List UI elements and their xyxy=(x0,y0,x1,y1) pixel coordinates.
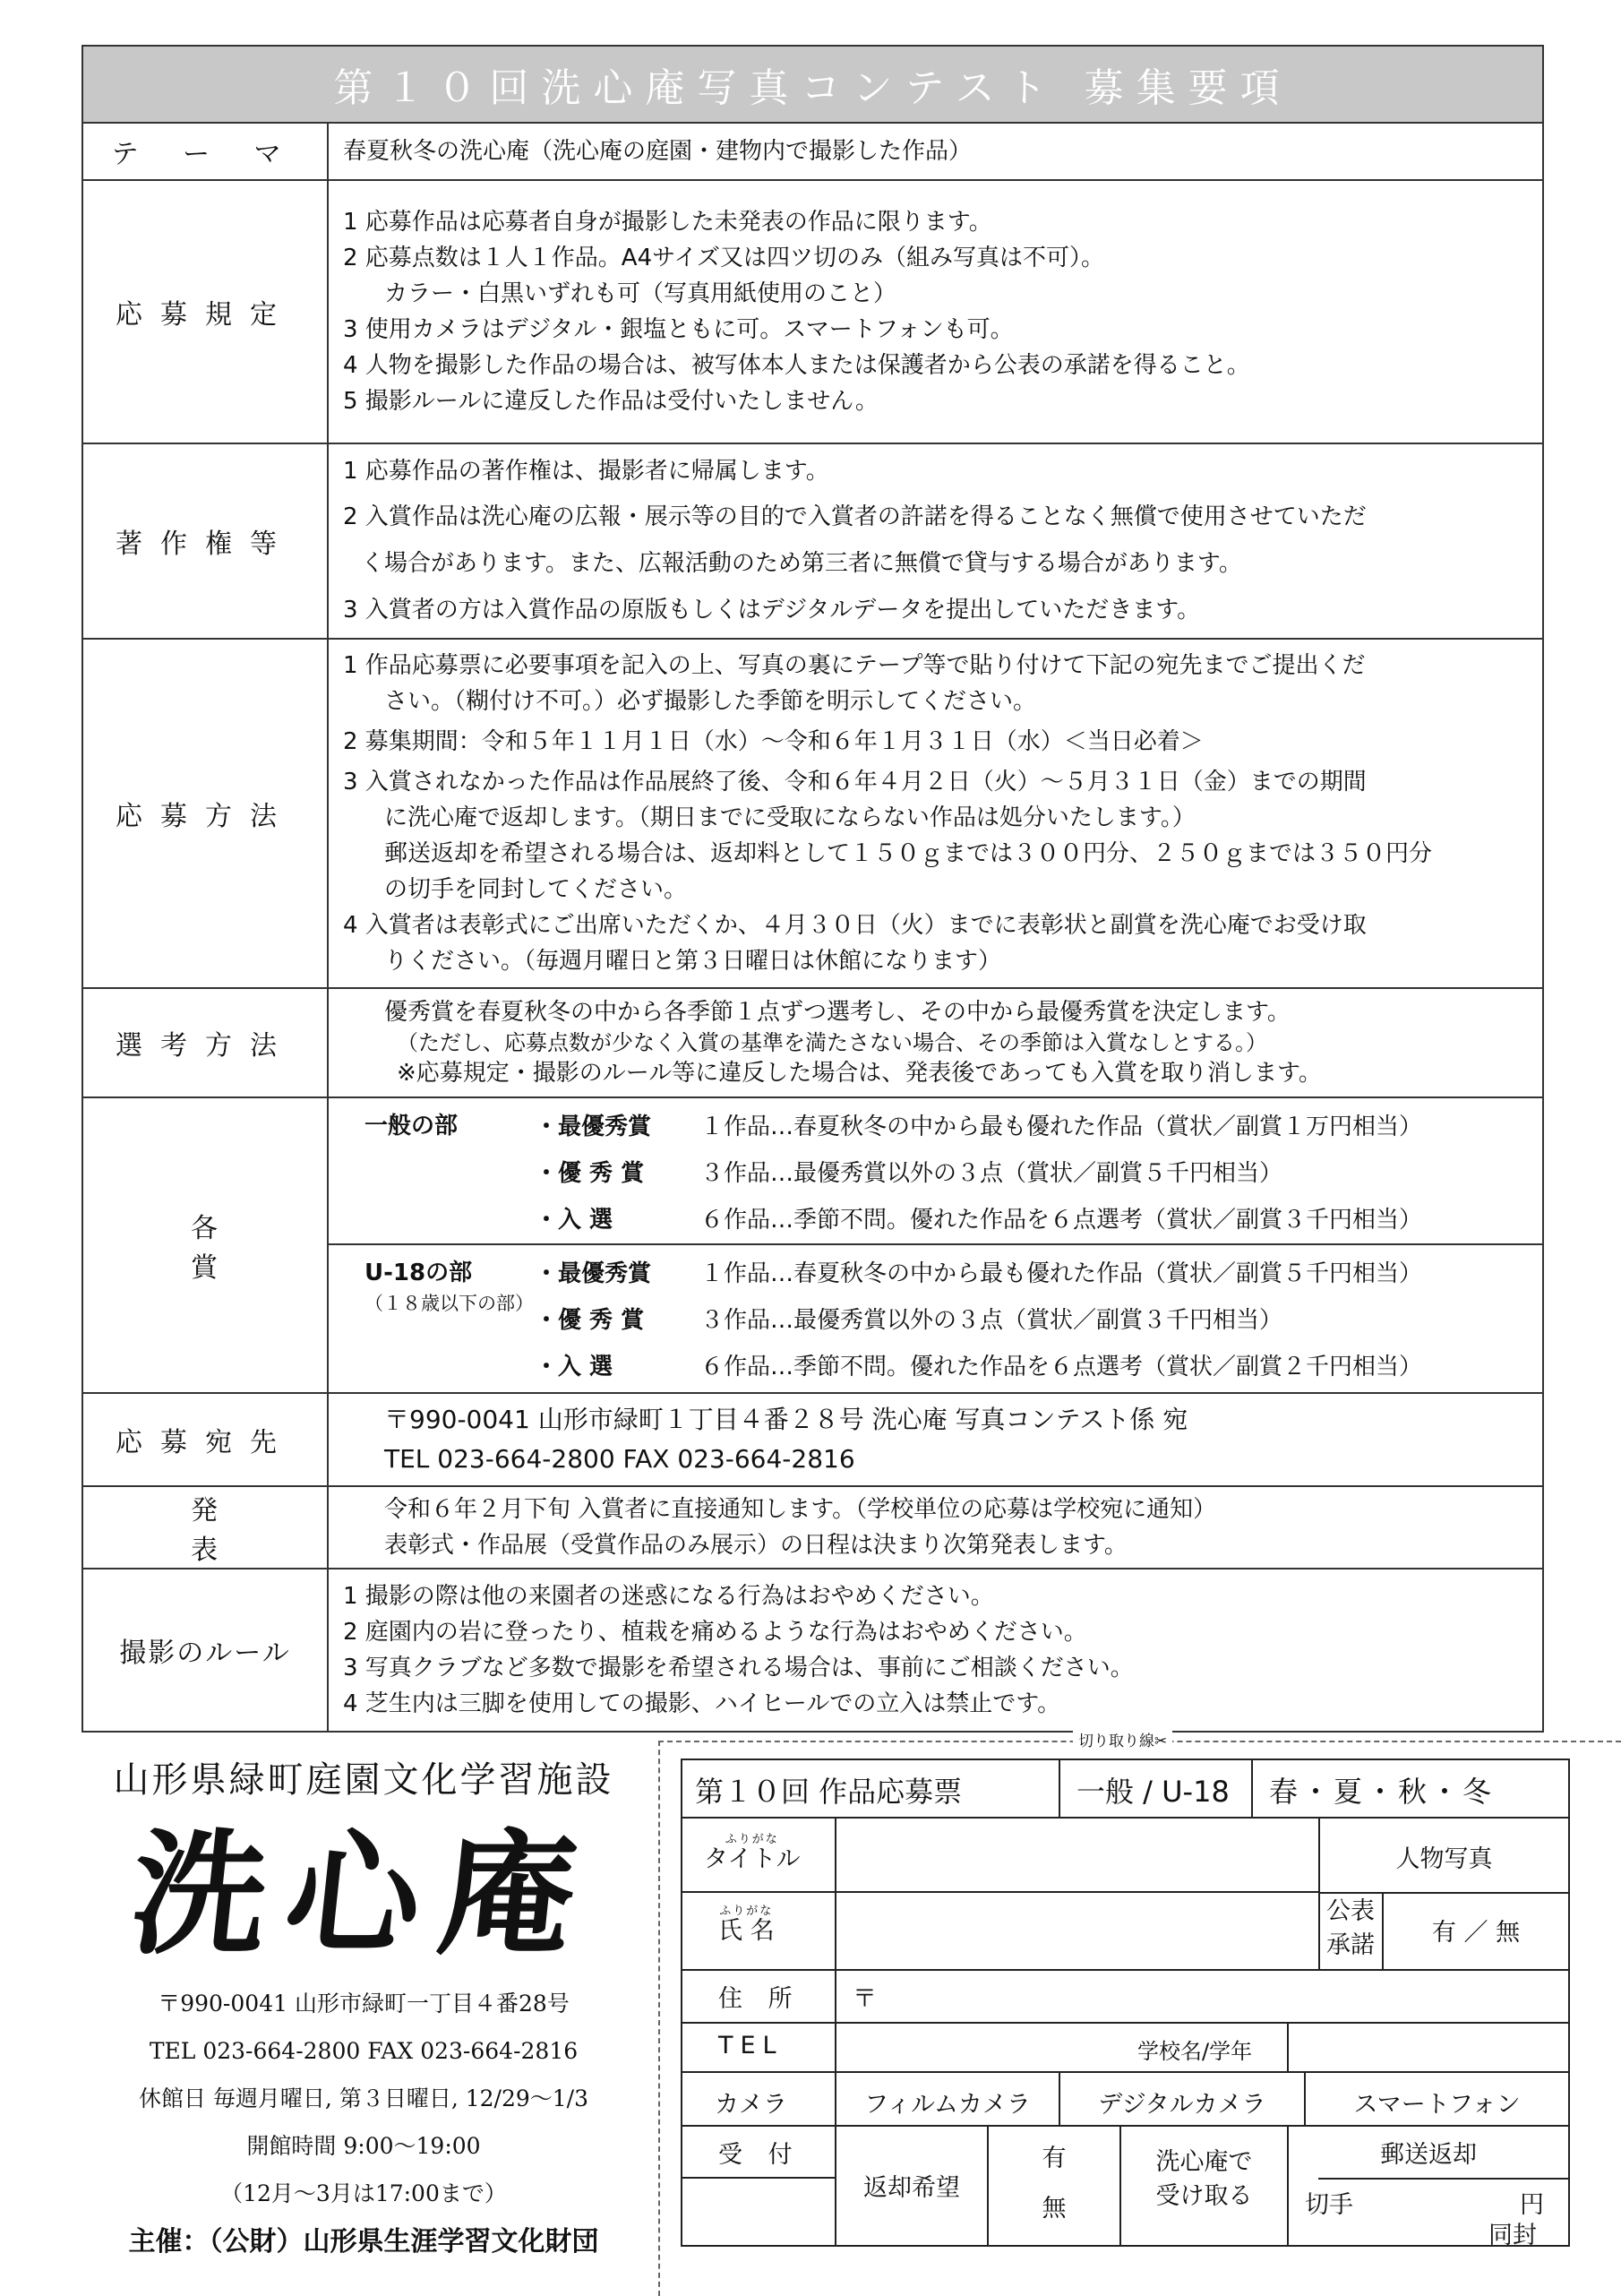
form-address-field[interactable] xyxy=(888,1972,1565,2020)
prize-item xyxy=(535,1197,1528,1243)
prize-name: ・最優秀賞 xyxy=(535,1114,652,1140)
form-camera-digital[interactable]: デジタルカメラ xyxy=(1098,2091,1266,2119)
form-name-label-group xyxy=(718,1905,775,1945)
form-tel-field[interactable] xyxy=(836,2025,1132,2069)
theme-row xyxy=(83,124,1542,181)
prize-item xyxy=(535,1150,1528,1197)
entry-form xyxy=(681,1759,1570,2247)
prize-group-u18 xyxy=(329,1243,1542,1396)
logo: 洗心庵 xyxy=(124,1816,604,1974)
copyright-line: く場合があります。また、広報活動のため第三者に無償で貸与する場合があります。 xyxy=(361,550,1242,577)
form-tel-label: TEL xyxy=(718,2032,784,2060)
form-camera-label: カメラ xyxy=(715,2091,787,2119)
form-seasons[interactable]: 春・夏・秋・冬 xyxy=(1269,1775,1496,1809)
prize-name: ・入 選 xyxy=(535,1207,613,1234)
form-title: 第１０回 作品応募票 xyxy=(695,1775,963,1809)
copyright-line: 2 入賞作品は洗心庵の広報・展示等の目的で入賞者の許諾を得ることなく無償で使用させていただ xyxy=(343,503,1367,530)
form-school-label: 学校名/学年 xyxy=(1137,2039,1253,2064)
prize-desc: ６作品…季節不問。優れた作品を６点選考（賞状／副賞３千円相当） xyxy=(700,1207,1423,1234)
form-return-yes[interactable]: 有 xyxy=(1042,2145,1067,2172)
method-line: の切手を同封してください。 xyxy=(384,876,688,903)
prizes-row xyxy=(83,1098,1542,1394)
form-public-consent-label: 公表承諾 xyxy=(1326,1897,1375,1959)
announcement-line: 令和６年２月下旬 入賞者に直接通知します。（学校単位の応募は学校宛に通知） xyxy=(384,1496,1217,1523)
form-public-consent-choice[interactable]: 有 ／ 無 xyxy=(1431,1919,1521,1947)
form-title-field[interactable] xyxy=(836,1819,1317,1889)
photo-rules-line: 1 撮影の際は他の来園者の迷惑になる行為はおやめください。 xyxy=(343,1583,994,1610)
organization-info xyxy=(81,1751,646,2258)
selection-line: 優秀賞を春夏秋冬の中から各季節１点ずつ選考し、その中から最優秀賞を決定します。 xyxy=(384,999,1291,1026)
organization-contact: TEL 023-664-2800 FAX 023-664-2816 xyxy=(149,2038,579,2064)
selection-line: （ただし、応募点数が少なく入賞の基準を満たさない場合、その季節は入賞なしとする。） xyxy=(397,1030,1267,1055)
method-line: 4 入賞者は表彰式にご出席いただくか、４月３０日（火）までに表彰状と副賞を洗心庵でお受け取 xyxy=(343,912,1367,939)
form-camera-film[interactable]: フィルムカメラ xyxy=(864,2091,1031,2119)
form-category[interactable]: 一般 / U-18 xyxy=(1076,1775,1230,1809)
prize-item xyxy=(535,1104,1528,1150)
prize-item xyxy=(535,1251,1528,1297)
theme-label: テ ー マ xyxy=(83,124,329,179)
address-label: 応募宛先 xyxy=(83,1394,329,1485)
announcement-line: 表彰式・作品展（受賞作品のみ展示）の日程は決まり次第発表します。 xyxy=(384,1532,1128,1559)
photo-rules-line: 2 庭園内の岩に登ったり、植栽を痛めるような行為はおやめください。 xyxy=(343,1619,1087,1646)
sponsor: 主催：（公財）山形県生涯学習文化財団 xyxy=(128,2226,599,2257)
copyright-row xyxy=(83,444,1542,640)
photo-rules-row xyxy=(83,1569,1542,1731)
form-name-ruby: ふりがな xyxy=(719,1905,774,1918)
form-title-ruby: ふりがな xyxy=(725,1833,779,1846)
method-line: りください。（毎週月曜日と第３日曜日は休館になります） xyxy=(384,948,1002,975)
copyright-line: 3 入賞者の方は入賞作品の原版もしくはデジタルデータを提出していただきます。 xyxy=(343,597,1201,623)
rules-label: 応募規定 xyxy=(83,181,329,443)
theme-text: 春夏秋冬の洗心庵（洗心庵の庭園・建物内で撮影した作品） xyxy=(343,138,973,165)
form-title-label-group xyxy=(704,1834,800,1873)
prize-group-general xyxy=(329,1098,1542,1243)
requirements-table xyxy=(81,45,1544,1733)
form-pickup-option[interactable]: 洗心庵で受け取る xyxy=(1155,2148,1253,2210)
prize-name: ・入 選 xyxy=(535,1354,613,1380)
form-address-label: 住 所 xyxy=(718,1985,802,2013)
method-line: 1 作品応募票に必要事項を記入の上、写真の裏にテープ等で貼り付けて下記の宛先までご提出くだ xyxy=(343,652,1366,679)
form-title-label: タイトル xyxy=(704,1845,801,1873)
form-mail-return-label[interactable]: 郵送返却 xyxy=(1380,2141,1477,2169)
prize-desc: ３作品…最優秀賞以外の３点（賞状／副賞３千円相当） xyxy=(700,1307,1283,1334)
selection-label: 選考方法 xyxy=(83,989,329,1096)
form-return-label: 返却希望 xyxy=(863,2174,960,2202)
form-school-field[interactable] xyxy=(1289,2025,1566,2069)
cut-line-label: 切り取り線✂ xyxy=(1073,1728,1172,1750)
method-line: 郵送返却を希望される場合は、返却料として１５０ｇまでは３００円分、２５０ｇまでは３５０円分 xyxy=(384,840,1433,867)
page-title: 第１０回洗心庵写真コンテスト 募集要項 xyxy=(83,47,1542,124)
form-stamp-label: 切手 xyxy=(1305,2191,1353,2219)
rules-row xyxy=(83,181,1542,444)
prizes-label: 各 賞 xyxy=(83,1098,329,1392)
selection-row xyxy=(83,989,1542,1098)
rules-line: 3 使用カメラはデジタル・銀塩ともに可。スマートフォンも可。 xyxy=(343,316,1014,343)
method-row xyxy=(83,640,1542,989)
prize-name: ・優 秀 賞 xyxy=(535,1307,645,1334)
copyright-line: 1 応募作品の著作権は、撮影者に帰属します。 xyxy=(343,458,829,485)
announcement-row xyxy=(83,1487,1542,1569)
prize-division: 一般の部 xyxy=(365,1113,459,1139)
prize-desc: １作品…春夏秋冬の中から最も優れた作品（賞状／副賞５千円相当） xyxy=(700,1260,1423,1287)
prize-name: ・最優秀賞 xyxy=(535,1260,652,1287)
photo-rules-line: 3 写真クラブなど多数で撮影を希望される場合は、事前にご相談ください。 xyxy=(343,1655,1134,1681)
form-postal-mark: 〒 xyxy=(853,1985,877,2013)
prize-desc: ６作品…季節不問。優れた作品を６点選考（賞状／副賞２千円相当） xyxy=(700,1354,1423,1380)
photo-rules-label: 撮影のルール xyxy=(83,1569,329,1731)
prize-item xyxy=(535,1344,1528,1390)
prize-division: U-18の部 xyxy=(365,1260,473,1286)
form-enclose-label: 同封 xyxy=(1488,2222,1537,2249)
form-name-field[interactable] xyxy=(836,1893,1317,1968)
form-yen-label: 円 xyxy=(1520,2191,1544,2219)
prize-desc: １作品…春夏秋冬の中から最も優れた作品（賞状／副賞１万円相当） xyxy=(700,1114,1423,1140)
address-line: 〒990-0041 山形市緑町１丁目４番２８号 洗心庵 写真コンテスト係 宛 xyxy=(384,1405,1188,1434)
method-line: に洗心庵で返却します。（期日までに受取にならない作品は処分いたします。） xyxy=(384,804,1196,831)
organization-name: 山形県緑町庭園文化学習施設 xyxy=(113,1759,614,1801)
method-line: さい。（糊付け不可。）必ず撮影した季節を明示してください。 xyxy=(384,688,1037,715)
form-camera-smartphone[interactable]: スマートフォン xyxy=(1353,2091,1521,2119)
method-label: 応募方法 xyxy=(83,640,329,987)
rules-line: 2 応募点数は１人１作品。A4サイズ又は四ツ切のみ（組み写真は不可）。 xyxy=(343,245,1105,271)
form-reception-label: 受 付 xyxy=(718,2141,802,2169)
form-person-photo-label: 人物写真 xyxy=(1395,1845,1493,1873)
copyright-label: 著作権等 xyxy=(83,444,329,638)
form-return-no[interactable]: 無 xyxy=(1042,2195,1067,2223)
method-line: 3 入賞されなかった作品は作品展終了後、令和６年４月２日（火）～５月３１日（金）までの期間 xyxy=(343,769,1367,795)
selection-line: ※応募規定・撮影のルール等に違反した場合は、発表後であっても入賞を取り消します。 xyxy=(397,1060,1322,1087)
rules-line: カラー・白黒いずれも可（写真用紙使用のこと） xyxy=(384,280,897,307)
prize-name: ・優 秀 賞 xyxy=(535,1160,645,1187)
form-name-label: 氏 名 xyxy=(718,1917,775,1945)
rules-line: 4 人物を撮影した作品の場合は、被写体本人または保護者から公表の承諾を得ること。 xyxy=(343,352,1250,379)
prize-item xyxy=(535,1297,1528,1344)
organization-address: 〒990-0041 山形市緑町一丁目４番28号 xyxy=(158,1991,570,2017)
prize-desc: ３作品…最優秀賞以外の３点（賞状／副賞５千円相当） xyxy=(700,1160,1283,1187)
rules-line: 5 撮影ルールに違反した作品は受付いたしません。 xyxy=(343,388,879,415)
organization-closed-days: 休館日 毎週月曜日, 第３日曜日, 12/29～1/3 xyxy=(138,2085,588,2111)
photo-rules-line: 4 芝生内は三脚を使用しての撮影、ハイヒールでの立入は禁止です。 xyxy=(343,1690,1061,1717)
cut-line-vertical xyxy=(658,1741,660,2296)
method-line: 2 募集期間：令和５年１１月１日（水）～令和６年１月３１日（水）＜当日必着＞ xyxy=(343,728,1204,755)
organization-hours: 開館時間 9:00～19:00 xyxy=(246,2133,481,2159)
address-row xyxy=(83,1394,1542,1487)
address-line: TEL 023-664-2800 FAX 023-664-2816 xyxy=(384,1444,855,1474)
prize-division-sub: （１８歳以下の部） xyxy=(365,1293,534,1314)
announcement-label: 発 表 xyxy=(83,1487,329,1568)
organization-hours-note: （12月～3月は17:00まで） xyxy=(220,2180,507,2206)
rules-line: 1 応募作品は応募者自身が撮影した未発表の作品に限ります。 xyxy=(343,209,992,236)
